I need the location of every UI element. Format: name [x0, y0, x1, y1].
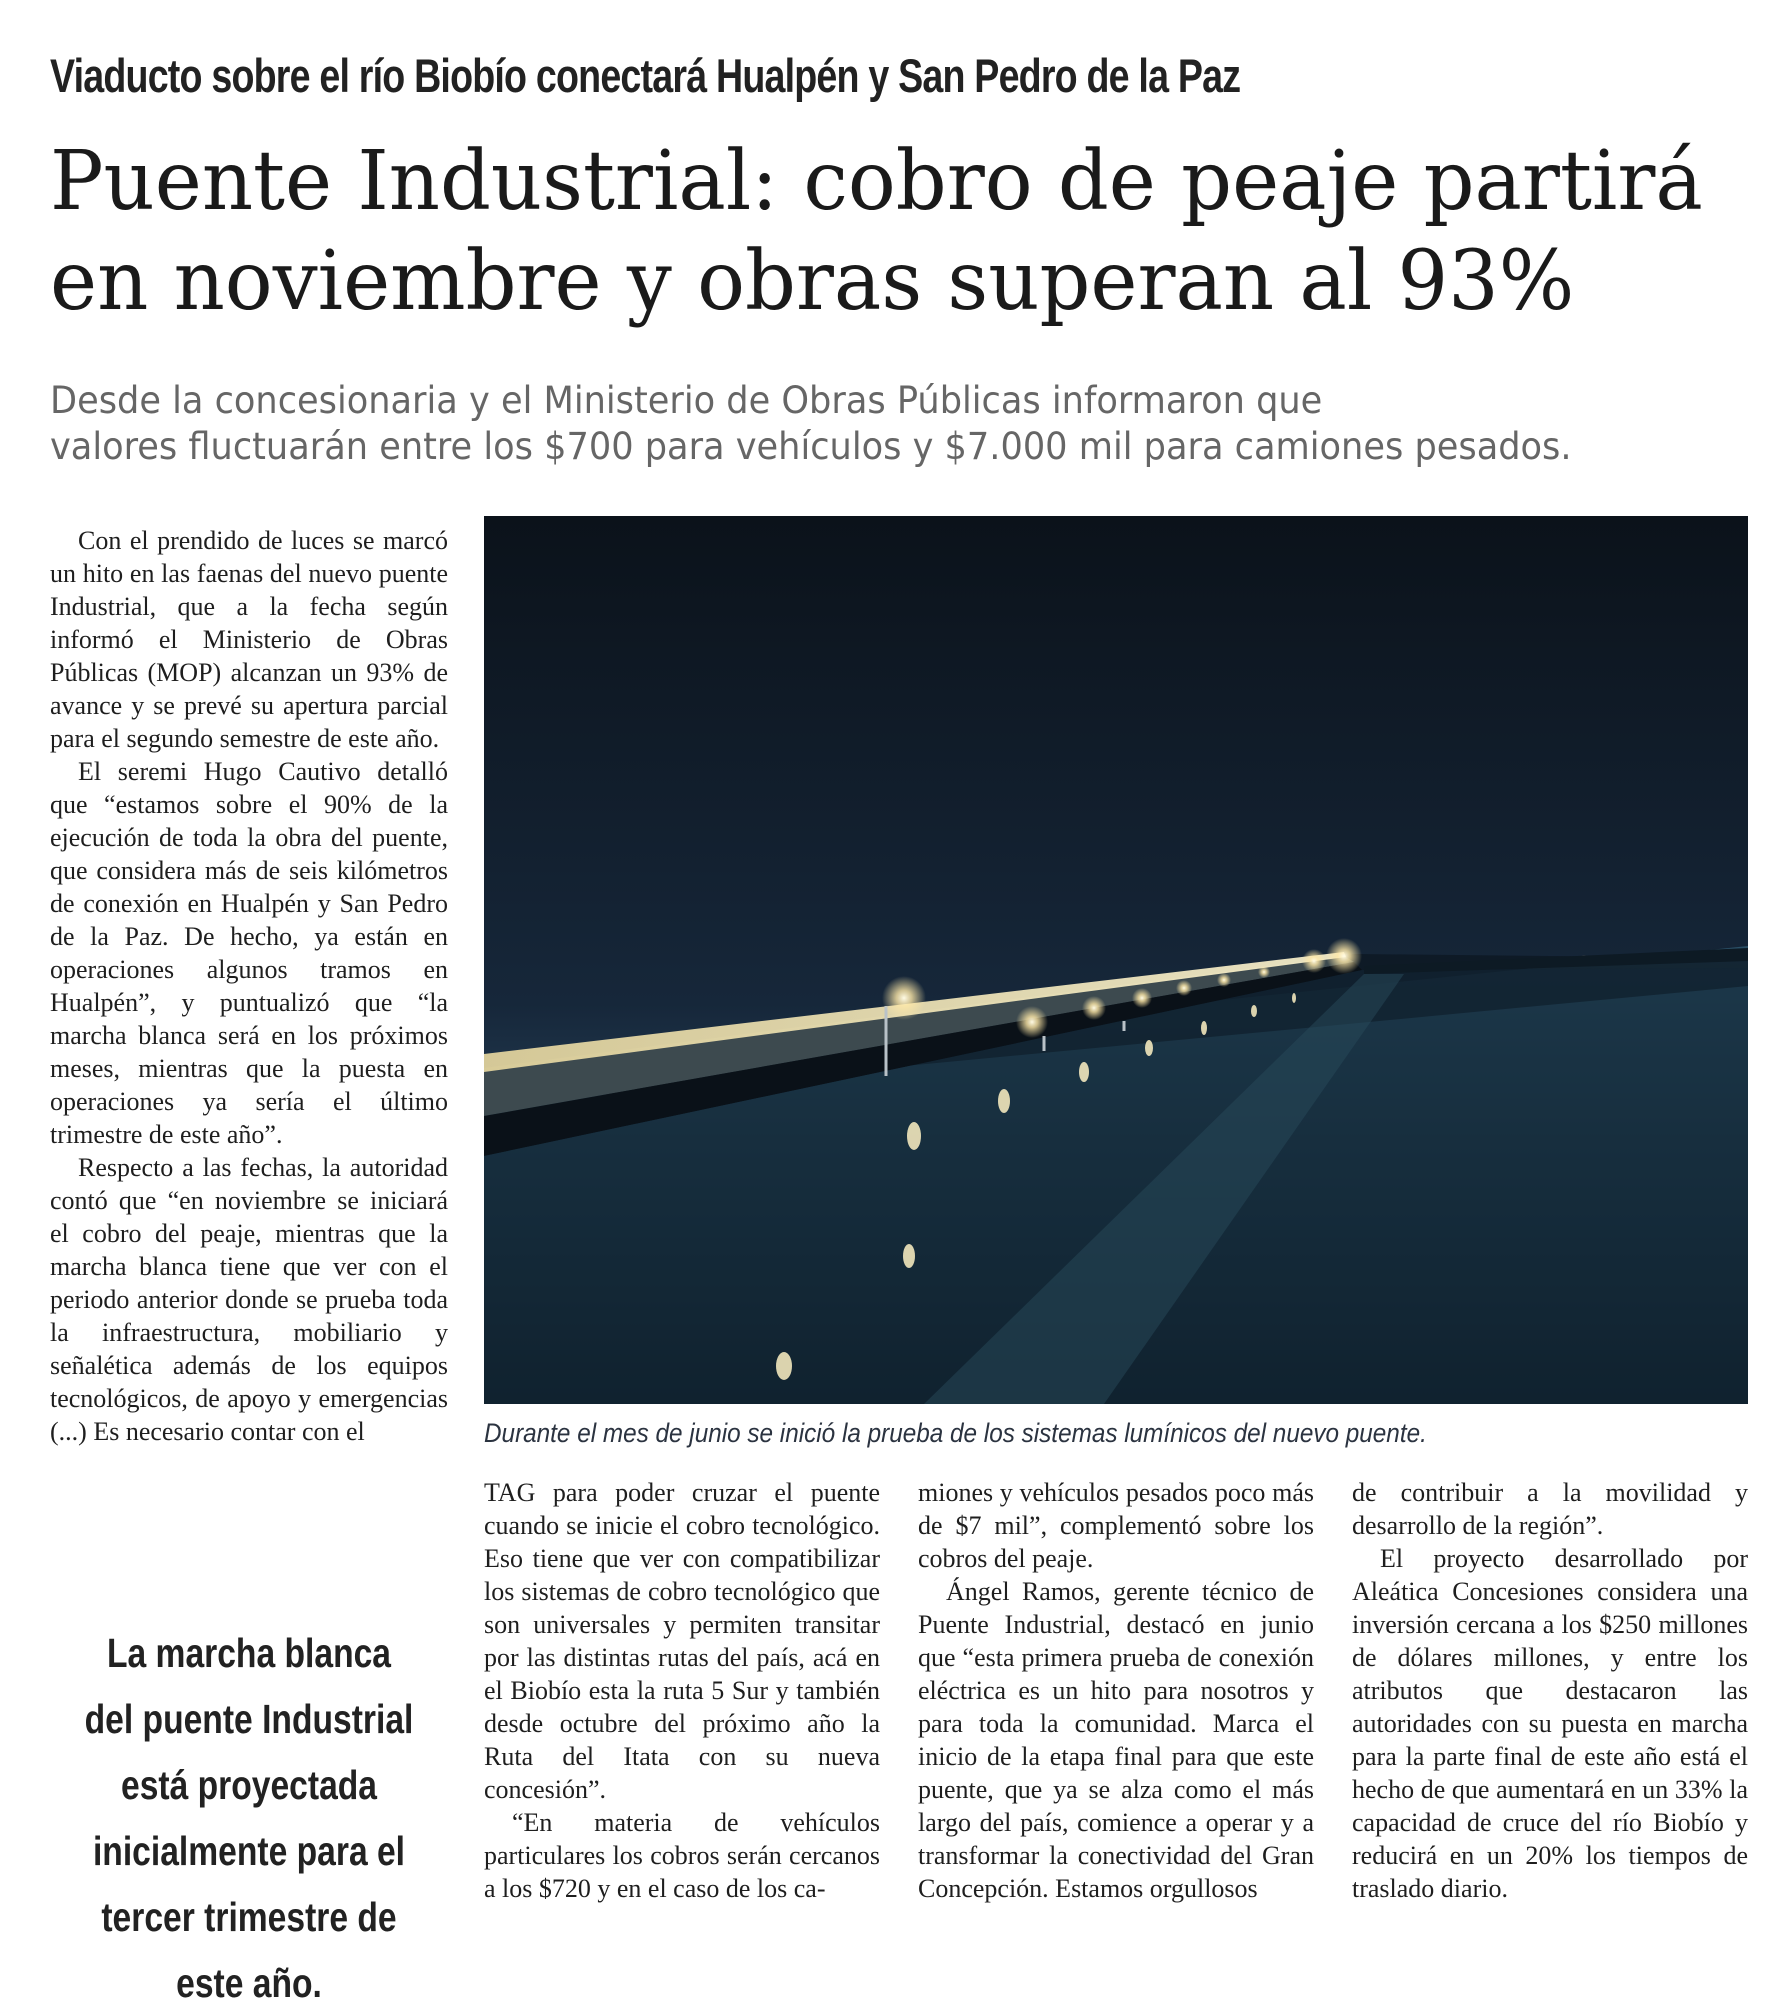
article-kicker: Viaducto sobre el río Biobío conectará Hualpén y San Pedro de la Paz	[50, 49, 1241, 102]
body-paragraph: Ángel Ramos, gerente técnico de Puente Industrial, destacó en junio que “esta primera prueba de conexión eléctrica es un hito para nosotros y para toda la comunidad. Marca el inicio de la etapa final para que este puente, que ya se alza como el más largo del país, comience a operar y a transformar la conectividad del Gran Concepción. Estamos orgullosos	[918, 1577, 1314, 1903]
body-paragraph: Con el prendido de luces se marcó un hito en las faenas del nuevo puente Industrial, que a la fecha según informó el Ministerio de Obras Públicas (MOP) alcanzan un 93% de avance y se prevé su apertura parcial para el segundo semestre de este año.	[50, 526, 448, 753]
body-column-2	[484, 1476, 880, 1905]
headline-line-1: Puente Industrial: cobro de peaje partirá	[50, 134, 1703, 229]
body-paragraph: de contribuir a la movilidad y desarrollo de la región”.	[1352, 1478, 1748, 1540]
pull-quote: La marcha blanca del puente Industrial está proyectada inicialmente para el tercer trimestre de este año.	[84, 1630, 414, 2006]
photo-caption: Durante el mes de junio se inició la prueba de los sistemas lumínicos del nuevo puente.	[484, 1418, 1427, 1448]
bridge-photo-illustration	[484, 516, 1748, 1404]
deck-line-2: valores fluctuarán entre los $700 para vehículos y $7.000 mil para camiones pesados.	[50, 425, 1572, 468]
body-paragraph: Respecto a las fechas, la autoridad contó que “en noviembre se iniciará el cobro del peaje, mientras que la marcha blanca tiene que ver con el periodo anterior donde se prueba toda la infraestructura, mobiliario y señalética además de los equipos tecnológicos, de apoyo y emergencias (...) Es necesario contar con el	[50, 1153, 448, 1446]
body-paragraph: “En materia de vehículos particulares los cobros serán cercanos a los $720 y en el caso de los ca-	[484, 1808, 880, 1903]
bridge-night-photo	[484, 516, 1748, 1404]
article-deck	[50, 378, 1665, 470]
body-paragraph: El proyecto desarrollado por Aleática Concesiones considera una inversión cercana a los $250 millones de dólares millones, y entre los atributos que destacaron las autoridades con su puesta en marcha para la parte final de este año está el hecho de que aumentará en un 33% la capacidad de cruce del río Biobío y reducirá en un 20% los tiempos de traslado diario.	[1352, 1544, 1748, 1903]
article-headline	[50, 132, 1703, 332]
body-paragraph: El seremi Hugo Cautivo detalló que “estamos sobre el 90% de la ejecución de toda la obra del puente, que considera más de seis kilómetros de conexión en Hualpén y San Pedro de la Paz. De hecho, ya están en operaciones algunos tramos en Hualpén”, y puntualizó que “la marcha blanca será en los próximos meses, mientras que la puesta en operaciones ya sería el último trimestre de este año”.	[50, 757, 448, 1149]
headline-line-2: en noviembre y obras superan al 93%	[50, 234, 1575, 329]
deck-line-1: Desde la concesionaria y el Ministerio de Obras Públicas informaron que	[50, 379, 1323, 422]
body-column-4	[1352, 1476, 1748, 1905]
body-paragraph: miones y vehículos pesados poco más de $7 mil”, complementó sobre los cobros del peaje.	[918, 1478, 1314, 1573]
body-column-1	[50, 524, 448, 1448]
body-column-3	[918, 1476, 1314, 1905]
body-paragraph: TAG para poder cruzar el puente cuando se inicie el cobro tecnológico. Eso tiene que ver con compatibilizar los sistemas de cobro tecnológico que son universales y permiten transitar por las distintas rutas del país, acá en el Biobío esta la ruta 5 Sur y también desde octubre del próximo año la Ruta del Itata con su nueva concesión”.	[484, 1478, 880, 1804]
